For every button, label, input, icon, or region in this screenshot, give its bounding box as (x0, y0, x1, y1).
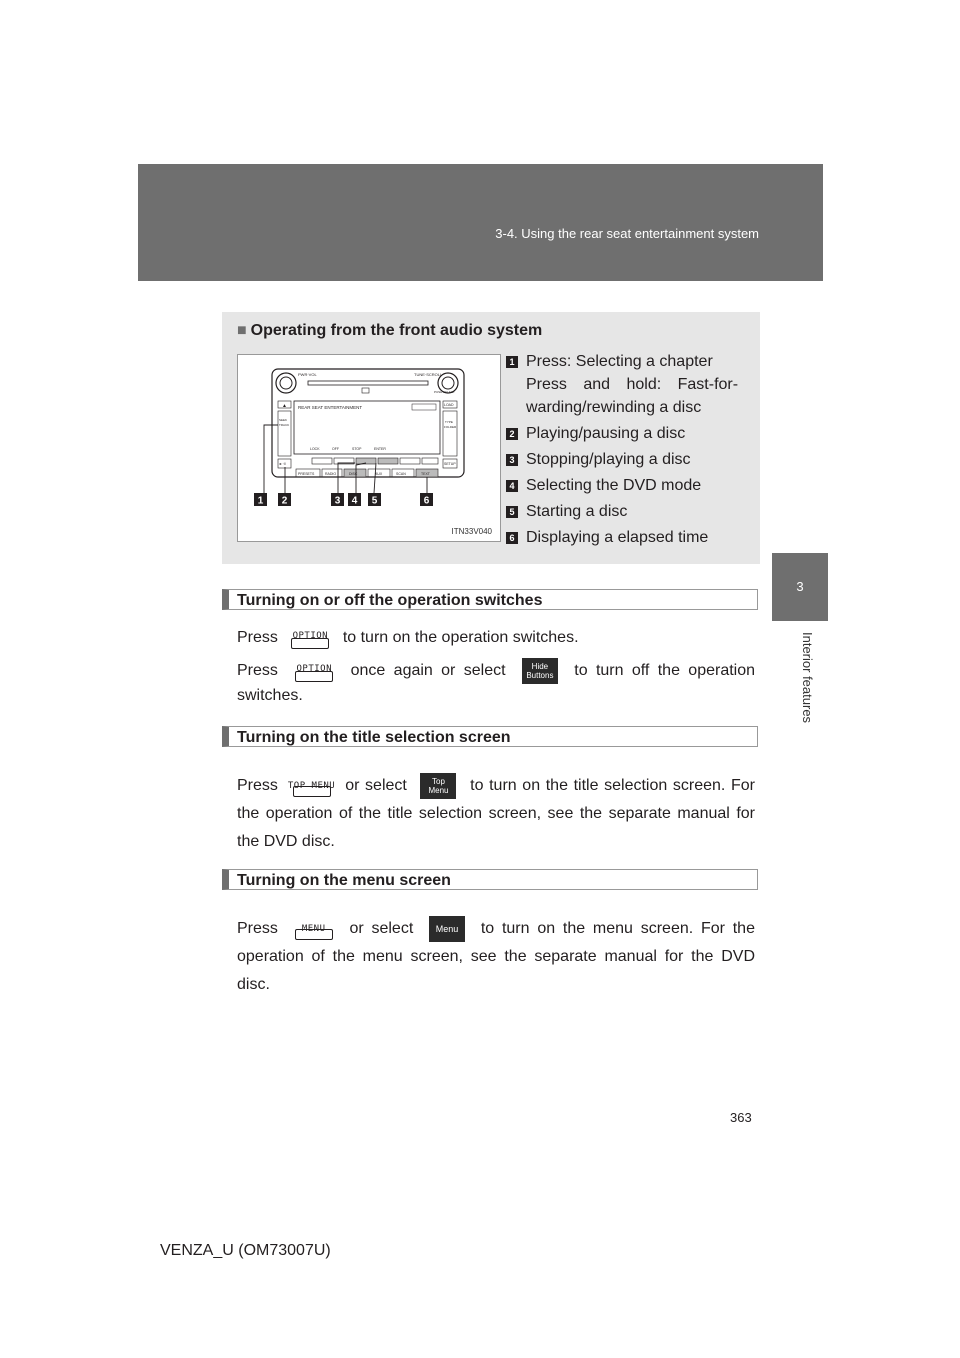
callout-number: 6 (506, 532, 518, 544)
knob-left-label: PWR·VOL (298, 372, 317, 377)
chapter-label: Interior features (800, 632, 815, 724)
callout-text: Stopping/playing a disc (526, 451, 691, 468)
title-screen-paragraph: Press TOP MENU or select Top Menu to turn on the title selection screen. For the operation of the title selection screen, see the separate manual for the DVD disc. (237, 772, 755, 856)
play-pause-label: ►·II (279, 462, 286, 466)
scan-label: SCAN (396, 472, 406, 476)
screen-title: REAR SEAT ENTERTAINMENT (298, 405, 363, 410)
callout-number: 5 (506, 506, 518, 518)
soft-key-stop: STOP (352, 447, 362, 451)
chapter-tab[interactable]: 3 (772, 553, 828, 621)
hide-buttons-screen-button: Hide Buttons (522, 658, 558, 684)
seek-label: SEEK (279, 418, 288, 422)
callout-number: 1 (506, 356, 518, 368)
soft-key-enter: ENTER (374, 447, 386, 451)
page-number: 363 (730, 1110, 752, 1125)
menu-screen-paragraph: Press MENU or select Menu to turn on the menu screen. For the operation of the menu screen, see the separate manual for the DVD disc. (237, 915, 755, 999)
square-bullet-icon: ■ (237, 322, 247, 339)
audio-panel-figure (237, 354, 501, 542)
figure-code: ITN33V040 (451, 527, 492, 536)
top-menu-screen-button: Top Menu (420, 773, 456, 799)
knob-right-label: TUNE·SCROLL (414, 372, 443, 377)
callout-item-3 (498, 448, 748, 471)
callout-list (498, 350, 748, 552)
header-band (138, 164, 823, 281)
callout-text: Displaying a elapsed time (526, 529, 709, 546)
callout-marker-1-label: 1 (257, 495, 264, 507)
track-label: TRACK (279, 423, 290, 427)
callout-marker-5-label: 5 (371, 495, 378, 507)
callout-text: Selecting the DVD mode (526, 477, 702, 494)
aux-label: AUX (375, 472, 383, 476)
callout-text: Starting a disc (526, 503, 628, 520)
setup-label: SETUP (444, 462, 456, 466)
option-key-icon: OPTION (289, 659, 339, 683)
radio-label: RADIO (325, 472, 337, 476)
callout-number: 3 (506, 454, 518, 466)
menu-key-icon: MENU (289, 917, 339, 941)
audio-panel-illustration (238, 355, 500, 541)
section-title-operation-switches: Turning on or off the operation switches (222, 589, 758, 610)
callout-marker-4-label: 4 (351, 495, 358, 507)
callout-item-1: 1 Press: Selecting a chapter Press and hold: Fast-for- warding/rewinding a disc (498, 350, 748, 419)
soft-key-lock: LOCK (310, 447, 320, 451)
callout-item-2 (498, 422, 748, 445)
callout-item-5 (498, 500, 748, 523)
front-audio-heading: ■ Operating from the front audio system (237, 322, 543, 339)
operation-paragraph-2: Press OPTION once again or select Hide Buttons to turn off the operation switches. (237, 658, 755, 708)
section-header-title: 3-4. Using the rear seat entertainment system (495, 226, 759, 241)
callout-marker-2-label: 2 (281, 495, 288, 507)
callout-item-4 (498, 474, 748, 497)
push-select-label: PUSH SELECT (434, 390, 455, 394)
eject-icon: ▲ (282, 403, 287, 409)
section-title-menu-screen: Turning on the menu screen (222, 869, 758, 890)
footer-model: VENZA_U (OM73007U) (160, 1242, 331, 1259)
menu-screen-button: Menu (429, 916, 465, 942)
section-title-title-selection: Turning on the title selection screen (222, 726, 758, 747)
folder-label: FOLDER (444, 425, 457, 429)
text-label: TEXT (421, 472, 430, 476)
soft-key-off: OFF (332, 447, 339, 451)
callout-text: Playing/pausing a disc (526, 425, 686, 442)
operation-paragraph-1: Press OPTION to turn on the operation switches. (237, 626, 755, 650)
option-key-icon: OPTION (285, 626, 335, 650)
disc-label: DISC (349, 472, 358, 476)
callout-item-6 (498, 526, 748, 549)
callout-marker-6-label: 6 (423, 495, 430, 507)
presets-label: PRESETS (298, 472, 315, 476)
callout-marker-3-label: 3 (334, 495, 341, 507)
callout-number: 2 (506, 428, 518, 440)
load-label: LOAD (444, 403, 454, 407)
type-label: TYPE (445, 420, 453, 424)
callout-text: Press and hold: Fast-for- (526, 376, 739, 393)
callout-number: 4 (506, 480, 518, 492)
top-menu-key-icon: TOP MENU (287, 774, 337, 798)
front-audio-info-box (222, 312, 760, 564)
